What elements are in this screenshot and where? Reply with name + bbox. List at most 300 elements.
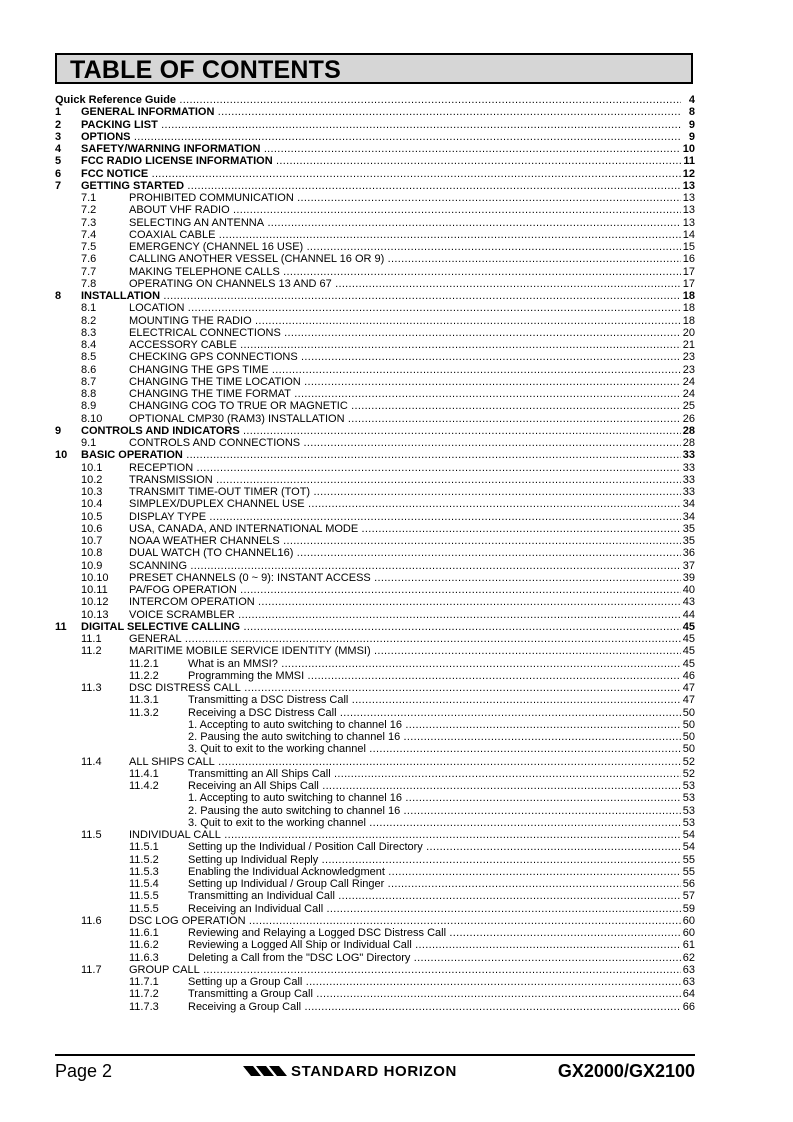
toc-entry-page: 37	[682, 559, 695, 572]
toc-entry[interactable]	[55, 670, 695, 682]
toc-entry-label: GROUP CALL .....	[129, 964, 681, 976]
toc-entry[interactable]	[55, 694, 695, 706]
toc-entry-label: 3. Quit to exit to the working channel .....	[188, 817, 681, 829]
toc-entry-page: 33	[682, 449, 695, 462]
toc-entry-label: GENERAL .....	[129, 633, 681, 645]
toc-entry-page: 21	[682, 339, 695, 351]
toc-entry-label: Transmitting an Individual Call .....	[188, 890, 681, 902]
toc-entry-label: 1. Accepting to auto switching to channel 16 .....	[188, 719, 681, 731]
toc-entry-number: 8.6	[81, 363, 97, 376]
toc-entry-number: 11.7.2	[129, 988, 159, 1001]
toc-entry-label: Enabling the Individual Acknowledgment .....	[188, 866, 681, 878]
toc-entry-number: 11.3.2	[129, 706, 159, 719]
toc-entry[interactable]	[55, 805, 695, 817]
toc-entry[interactable]	[55, 964, 695, 976]
toc-entry-number: 11.4.2	[129, 780, 159, 792]
toc-entry-number: 11.5.4	[129, 878, 159, 890]
toc-entry-label: Reviewing and Relaying a Logged DSC Distress Call .....	[188, 927, 681, 939]
toc-entry[interactable]	[55, 106, 695, 118]
toc-entry-label: CHANGING THE GPS TIME .....	[129, 364, 681, 376]
toc-entry[interactable]	[55, 315, 695, 327]
brand-name: STANDARD HORIZON	[291, 1062, 457, 1080]
toc-entry-label: Setting up the Individual / Position Call Directory .....	[188, 841, 681, 853]
toc-entry-label: USA, CANADA, AND INTERNATIONAL MODE .....	[129, 523, 681, 535]
toc-entry-page: 47	[682, 694, 695, 707]
toc-entry-label: Receiving a DSC Distress Call .....	[188, 707, 681, 719]
toc-entry-page: 28	[682, 437, 695, 449]
toc-entry[interactable]	[55, 927, 695, 939]
toc-entry[interactable]	[55, 866, 695, 878]
toc-entry-number: 11.5	[81, 829, 102, 841]
toc-entry-label: Quick Reference Guide .....	[55, 94, 681, 106]
toc-entry-number: 10.11	[81, 584, 108, 596]
toc-entry-label: PACKING LIST .....	[81, 119, 681, 131]
toc-entry-page: 45	[682, 657, 695, 670]
toc-entry-page: 9	[681, 131, 695, 143]
toc-entry-number: 8.8	[81, 388, 97, 400]
toc-entry-label: GETTING STARTED .....	[81, 180, 681, 192]
toc-entry[interactable]	[55, 854, 695, 866]
toc-entry-page: 54	[682, 829, 695, 841]
toc-entry-label: 2. Pausing the auto switching to channel 16 .....	[188, 805, 681, 817]
toc-entry-page: 23	[682, 363, 695, 376]
toc-entry-number: 7.7	[81, 265, 97, 278]
toc-list	[55, 94, 695, 1013]
toc-entry[interactable]	[55, 572, 695, 584]
toc-entry-label: 3. Quit to exit to the working channel .....	[188, 743, 681, 755]
toc-entry-label: MOUNTING THE RADIO .....	[129, 315, 681, 327]
toc-entry-page: 26	[682, 412, 695, 425]
toc-entry-page: 45	[682, 645, 695, 658]
toc-entry-label: EMERGENCY (CHANNEL 16 USE) .....	[129, 241, 681, 253]
toc-entry-page: 34	[682, 498, 695, 511]
toc-entry-number: 8.9	[81, 400, 97, 413]
toc-entry-page: 45	[682, 620, 695, 633]
toc-entry[interactable]	[55, 915, 695, 927]
toc-entry-page: 20	[682, 326, 695, 339]
toc-entry-page: 33	[682, 461, 695, 474]
toc-entry-number: 4	[55, 143, 62, 155]
toc-entry-page: 59	[682, 902, 695, 915]
toc-entry-page: 50	[682, 731, 695, 743]
toc-entry-number: 7.4	[81, 228, 97, 241]
toc-entry[interactable]	[55, 266, 695, 278]
toc-entry-page: 17	[682, 265, 695, 278]
toc-entry-page: 60	[682, 927, 695, 939]
toc-entry-number: 10.9	[81, 559, 103, 572]
toc-entry[interactable]	[55, 498, 695, 510]
toc-entry-label: FCC NOTICE .....	[81, 168, 681, 180]
toc-entry-label: TRANSMIT TIME-OUT TIMER (TOT) .....	[129, 486, 681, 498]
toc-entry-page: 53	[682, 792, 695, 805]
toc-entry-label: SCANNING .....	[129, 560, 681, 572]
toc-entry-number: 8.5	[81, 351, 97, 364]
toc-entry-page: 8	[681, 106, 695, 118]
toc-entry-number: 10.3	[81, 486, 103, 498]
toc-entry-number: 7.5	[81, 241, 97, 253]
toc-entry-label: DSC LOG OPERATION .....	[129, 915, 681, 927]
toc-entry-page: 13	[682, 179, 695, 192]
toc-entry-number: 11.6.1	[129, 927, 159, 939]
toc-entry-number: 11.7.3	[129, 1000, 159, 1013]
toc-entry-label: PROHIBITED COMMUNICATION .....	[129, 192, 681, 204]
toc-entry-page: 50	[682, 706, 695, 719]
toc-entry-label: Receiving a Group Call .....	[188, 1001, 681, 1013]
toc-entry-page: 24	[682, 388, 695, 400]
toc-entry[interactable]	[55, 878, 695, 890]
toc-entry-number: 10.8	[81, 547, 103, 560]
toc-entry-label: CHECKING GPS CONNECTIONS .....	[129, 351, 681, 363]
toc-entry-page: 18	[682, 302, 695, 315]
toc-entry-page: 13	[682, 204, 695, 217]
toc-entry[interactable]	[55, 633, 695, 645]
toc-entry-number: 8.10	[81, 412, 103, 425]
toc-entry-page: 45	[682, 633, 695, 645]
toc-entry-label: 2. Pausing the auto switching to channel 16 .....	[188, 731, 681, 743]
toc-entry-number: 7.1	[81, 192, 97, 204]
toc-entry-label: BASIC OPERATION .....	[81, 449, 681, 461]
toc-entry[interactable]	[55, 731, 695, 743]
toc-entry-page: 11	[681, 155, 695, 167]
toc-entry-number: 7.2	[81, 204, 97, 217]
toc-entry-label: SAFETY/WARNING INFORMATION .....	[81, 143, 681, 155]
toc-entry-label: Transmitting an All Ships Call .....	[188, 768, 681, 780]
toc-entry[interactable]	[55, 756, 695, 768]
toc-entry-label: DIGITAL SELECTIVE CALLING .....	[81, 621, 681, 633]
toc-entry-page: 12	[682, 167, 695, 180]
toc-entry[interactable]	[55, 890, 695, 902]
toc-entry-page: 44	[682, 608, 695, 621]
toc-entry-page: 24	[682, 375, 695, 388]
toc-entry-label: ALL SHIPS CALL .....	[129, 756, 681, 768]
toc-entry-label: CONTROLS AND CONNECTIONS .....	[129, 437, 681, 449]
toc-entry-label: MAKING TELEPHONE CALLS .....	[129, 266, 681, 278]
toc-entry-number: 11.5.5	[129, 902, 159, 915]
toc-entry-label: DISPLAY TYPE .....	[129, 511, 681, 523]
toc-entry-label: PRESET CHANNELS (0 ~ 9): INSTANT ACCESS .....	[129, 572, 681, 584]
toc-entry-label: Receiving an All Ships Call .....	[188, 780, 681, 792]
toc-entry[interactable]	[55, 180, 695, 192]
toc-entry-page: 55	[682, 853, 695, 866]
toc-entry-page: 36	[682, 547, 695, 560]
toc-entry[interactable]	[55, 376, 695, 388]
toc-entry[interactable]	[55, 425, 695, 437]
toc-entry[interactable]	[55, 829, 695, 841]
toc-entry[interactable]	[55, 952, 695, 964]
toc-entry-label: VOICE SCRAMBLER .....	[129, 609, 681, 621]
toc-entry[interactable]	[55, 719, 695, 731]
toc-entry-label: Receiving an Individual Call .....	[188, 903, 681, 915]
toc-entry[interactable]	[55, 743, 695, 755]
toc-entry-page: 56	[682, 878, 695, 890]
toc-entry-number: 10.1	[81, 461, 103, 474]
footer-model: GX2000/GX2100	[557, 1061, 695, 1081]
toc-entry[interactable]	[55, 339, 695, 351]
toc-entry-number: 11.6.3	[129, 951, 159, 964]
toc-entry[interactable]	[55, 413, 695, 425]
toc-entry-page: 53	[682, 780, 695, 792]
toc-entry-label: What is an MMSI? .....	[188, 658, 681, 670]
toc-entry-number: 2	[55, 118, 62, 131]
toc-entry-number: 11.5.2	[129, 853, 159, 866]
toc-entry-page: 35	[682, 522, 695, 535]
toc-entry-number: 7.8	[81, 277, 97, 290]
toc-entry-label: INTERCOM OPERATION .....	[129, 596, 681, 608]
toc-entry[interactable]	[55, 364, 695, 376]
toc-entry-page: 61	[682, 939, 695, 952]
toc-entry[interactable]	[55, 229, 695, 241]
toc-entry-label: DSC DISTRESS CALL .....	[129, 682, 681, 694]
toc-entry-number: 11.7.1	[129, 976, 159, 988]
toc-entry-label: 1. Accepting to auto switching to channel 16 .....	[188, 792, 681, 804]
toc-entry[interactable]	[55, 768, 695, 780]
toc-entry-label: CHANGING COG TO TRUE OR MAGNETIC .....	[129, 400, 681, 412]
toc-entry-page: 23	[682, 351, 695, 364]
toc-entry[interactable]	[55, 621, 695, 633]
toc-entry-number: 6	[55, 167, 62, 180]
toc-entry-number: 11.7	[81, 963, 102, 976]
page-title: TABLE OF CONTENTS	[70, 56, 341, 84]
toc-entry-label: OPTIONS .....	[81, 131, 681, 143]
toc-entry-label: Reviewing a Logged All Ship or Individual Call .....	[188, 939, 681, 951]
toc-entry-number: 10.5	[81, 510, 103, 523]
toc-entry-number: 8.3	[81, 326, 97, 339]
toc-entry-label: RECEPTION .....	[129, 462, 681, 474]
toc-entry[interactable]	[55, 253, 695, 265]
toc-entry-label: Transmitting a DSC Distress Call .....	[188, 694, 681, 706]
toc-entry-label: ELECTRICAL CONNECTIONS .....	[129, 327, 681, 339]
toc-entry[interactable]	[55, 658, 695, 670]
toc-entry-page: 52	[682, 767, 695, 780]
toc-entry-label: ABOUT VHF RADIO .....	[129, 204, 681, 216]
toc-entry-number: 11.5.1	[129, 841, 159, 854]
toc-entry-number: 10	[55, 449, 68, 462]
toc-entry-page: 62	[682, 951, 695, 964]
toc-entry[interactable]	[55, 707, 695, 719]
toc-entry-number: 10.7	[81, 535, 103, 547]
toc-entry-page: 13	[682, 216, 695, 229]
toc-entry[interactable]	[55, 596, 695, 608]
toc-entry[interactable]	[55, 241, 695, 253]
toc-entry-label: CHANGING THE TIME LOCATION .....	[129, 376, 681, 388]
toc-entry-page: 54	[682, 841, 695, 854]
toc-entry-label: Setting up Individual / Group Call Ringer .....	[188, 878, 681, 890]
toc-entry-page: 34	[682, 510, 695, 523]
toc-entry-page: 55	[682, 865, 695, 878]
toc-entry[interactable]	[55, 780, 695, 792]
toc-entry-page: 17	[682, 277, 695, 290]
toc-entry-number: 7	[55, 179, 62, 192]
toc-entry-label: ACCESSORY CABLE .....	[129, 339, 681, 351]
toc-entry-label: MARITIME MOBILE SERVICE IDENTITY (MMSI) .....	[129, 645, 681, 657]
toc-entry[interactable]	[55, 462, 695, 474]
toc-entry-page: 10	[682, 143, 695, 155]
toc-entry-page: 16	[682, 253, 695, 266]
toc-entry-page: 14	[682, 228, 695, 241]
toc-entry[interactable]	[55, 94, 695, 106]
toc-entry-page: 63	[682, 976, 695, 988]
toc-entry[interactable]	[55, 792, 695, 804]
toc-entry-number: 5	[55, 155, 62, 168]
toc-entry-page: 57	[682, 890, 695, 903]
toc-entry-number: 7.6	[81, 253, 97, 266]
toc-entry-number: 11.3	[81, 682, 102, 694]
toc-entry-page: 60	[682, 914, 695, 927]
toc-entry[interactable]	[55, 351, 695, 363]
toc-entry-label: OPERATING ON CHANNELS 13 AND 67 .....	[129, 278, 681, 290]
toc-entry-number: 10.2	[81, 473, 103, 486]
toc-entry-label: Setting up Individual Reply .....	[188, 854, 681, 866]
toc-entry-number: 11.4	[81, 755, 102, 768]
toc-entry[interactable]	[55, 903, 695, 915]
toc-entry-label: Setting up a Group Call .....	[188, 976, 681, 988]
toc-entry-label: SIMPLEX/DUPLEX CHANNEL USE .....	[129, 498, 681, 510]
toc-entry-label: Programming the MMSI .....	[188, 670, 681, 682]
toc-entry-number: 11.4.1	[129, 767, 159, 780]
toc-entry-page: 39	[682, 571, 695, 584]
toc-entry-label: SELECTING AN ANTENNA .....	[129, 217, 681, 229]
toc-entry[interactable]	[55, 976, 695, 988]
toc-entry-page: 33	[682, 486, 695, 498]
toc-entry-number: 10.10	[81, 571, 109, 584]
toc-entry-label: INSTALLATION .....	[81, 290, 681, 302]
toc-entry-label: CALLING ANOTHER VESSEL (CHANNEL 16 OR 9) .....	[129, 253, 681, 265]
toc-entry[interactable]	[55, 302, 695, 314]
toc-entry-page: 4	[681, 94, 695, 106]
toc-entry-label: LOCATION .....	[129, 302, 681, 314]
toc-entry-page: 66	[682, 1000, 695, 1013]
toc-entry-number: 11.2.2	[129, 669, 159, 682]
toc-entry-label: COAXIAL CABLE .....	[129, 229, 681, 241]
toc-entry[interactable]	[55, 278, 695, 290]
toc-entry[interactable]	[55, 841, 695, 853]
toc-entry-number: 9.1	[81, 437, 97, 449]
toc-entry[interactable]	[55, 388, 695, 400]
toc-entry-label: CONTROLS AND INDICATORS .....	[81, 425, 681, 437]
toc-entry[interactable]	[55, 217, 695, 229]
toc-entry[interactable]	[55, 817, 695, 829]
toc-entry-page: 25	[682, 400, 695, 413]
toc-entry-page: 9	[681, 119, 695, 131]
toc-entry-number: 11.5.3	[129, 865, 159, 878]
toc-entry-page: 53	[682, 816, 695, 829]
toc-entry-number: 10.6	[81, 522, 103, 535]
toc-entry-number: 11.3.1	[129, 694, 159, 707]
toc-entry[interactable]	[55, 204, 695, 216]
toc-entry-number: 11.6.2	[129, 939, 159, 952]
toc-entry-number: 8.4	[81, 339, 97, 351]
toc-entry[interactable]	[55, 168, 695, 180]
toc-entry-page: 43	[682, 596, 695, 609]
toc-entry[interactable]	[55, 682, 695, 694]
toc-entry[interactable]	[55, 535, 695, 547]
toc-entry-label: CHANGING THE TIME FORMAT .....	[129, 388, 681, 400]
toc-entry-label: OPTIONAL CMP30 (RAM3) INSTALLATION .....	[129, 413, 681, 425]
toc-entry[interactable]	[55, 560, 695, 572]
toc-entry-page: 47	[682, 682, 695, 694]
toc-entry[interactable]	[55, 609, 695, 621]
toc-entry-label: Transmitting a Group Call .....	[188, 988, 681, 1000]
toc-entry-page: 53	[682, 804, 695, 817]
toc-entry-label: TRANSMISSION .....	[129, 474, 681, 486]
toc-entry-page: 64	[682, 988, 695, 1001]
title-banner	[55, 53, 693, 84]
toc-entry-number: 11	[55, 620, 67, 633]
toc-entry-page: 18	[682, 314, 695, 327]
toc-entry-page: 50	[682, 718, 695, 731]
toc-entry[interactable]	[55, 155, 695, 167]
toc-entry[interactable]	[55, 192, 695, 204]
toc-entry-number: 11.5.5	[129, 890, 159, 903]
toc-entry-page: 46	[682, 669, 695, 682]
toc-entry[interactable]	[55, 523, 695, 535]
toc-entry[interactable]	[55, 131, 695, 143]
toc-entry[interactable]	[55, 645, 695, 657]
toc-entry-page: 50	[682, 743, 695, 756]
toc-entry-label: GENERAL INFORMATION .....	[81, 106, 681, 118]
toc-entry-number: 10.13	[81, 608, 109, 621]
toc-entry-label: FCC RADIO LICENSE INFORMATION .....	[81, 155, 681, 167]
toc-entry-number: 11.6	[81, 914, 102, 927]
toc-entry[interactable]	[55, 119, 695, 131]
toc-entry-page: 18	[682, 290, 695, 302]
toc-entry[interactable]	[55, 474, 695, 486]
toc-entry-number: 11.2.1	[129, 657, 159, 670]
toc-entry-page: 63	[682, 963, 695, 976]
toc-entry-page: 52	[682, 755, 695, 768]
toc-entry[interactable]	[55, 400, 695, 412]
toc-entry[interactable]	[55, 511, 695, 523]
toc-entry-label: NOAA WEATHER CHANNELS .....	[129, 535, 681, 547]
toc-entry[interactable]	[55, 290, 695, 302]
toc-entry-page: 35	[682, 535, 695, 547]
toc-entry[interactable]	[55, 437, 695, 449]
toc-entry-number: 11.1	[81, 633, 102, 645]
toc-entry-number: 10.12	[81, 596, 109, 609]
toc-entry-number: 8	[55, 290, 62, 302]
toc-entry-label: Deleting a Call from the "DSC LOG" Directory .....	[188, 952, 681, 964]
toc-entry-number: 10.4	[81, 498, 103, 511]
toc-entry-number: 7.3	[81, 216, 97, 229]
toc-entry[interactable]	[55, 1001, 695, 1013]
toc-entry[interactable]	[55, 547, 695, 559]
toc-entry-number: 3	[55, 130, 62, 143]
toc-entry-number: 1	[55, 106, 62, 119]
toc-entry-page: 28	[682, 424, 695, 437]
toc-entry-label: INDIVIDUAL CALL .....	[129, 829, 681, 841]
toc-entry[interactable]	[55, 449, 695, 461]
toc-entry-page: 15	[682, 241, 695, 253]
toc-entry[interactable]	[55, 327, 695, 339]
brand-wave-icon	[243, 1064, 287, 1078]
toc-entry-page: 33	[682, 473, 695, 486]
footer-divider	[55, 1054, 695, 1056]
toc-entry-label: PA/FOG OPERATION .....	[129, 584, 681, 596]
toc-entry[interactable]	[55, 486, 695, 498]
toc-entry[interactable]	[55, 988, 695, 1000]
toc-entry-label: DUAL WATCH (TO CHANNEL16) .....	[129, 547, 681, 559]
toc-entry[interactable]	[55, 584, 695, 596]
toc-entry[interactable]	[55, 939, 695, 951]
toc-entry-number: 8.1	[81, 302, 97, 315]
toc-entry-number: 8.7	[81, 375, 97, 388]
toc-entry-number: 11.2	[81, 645, 102, 658]
toc-entry-page: 40	[682, 584, 695, 596]
toc-entry-number: 9	[55, 424, 62, 437]
toc-entry-page: 13	[682, 192, 695, 204]
toc-entry-number: 8.2	[81, 314, 97, 327]
toc-entry[interactable]	[55, 143, 695, 155]
